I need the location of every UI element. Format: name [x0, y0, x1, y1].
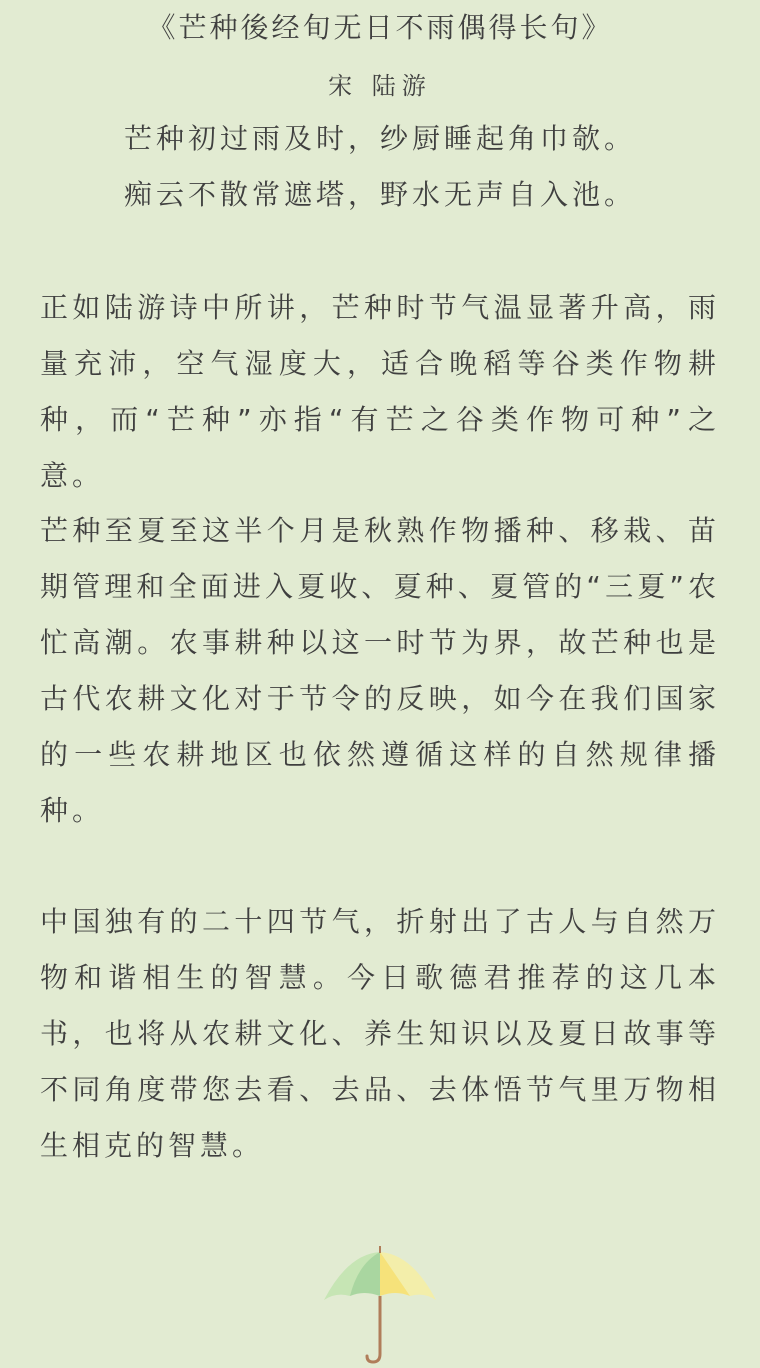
- poem-author: 宋 陆游: [328, 72, 432, 100]
- umbrella-icon: [320, 1244, 440, 1364]
- paragraph: 正如陆游诗中所讲，芒种时节气温显著升高，雨量充沛，空气湿度大，适合晚稻等谷类作物耕种，而“芒种”亦指“有芒之谷类作物可种”之意。: [40, 291, 720, 492]
- poem-title: 《芒种後经旬无日不雨偶得长句》: [147, 11, 613, 44]
- poem-line: 芒种初过雨及时，纱厨睡起角巾欹。: [123, 122, 636, 155]
- poem-line: 痴云不散常遮塔，野水无声自入池。: [123, 178, 636, 211]
- paragraph: 中国独有的二十四节气，折射出了古人与自然万物和谐相生的智慧。今日歌德君推荐的这几本书，也将从农耕文化、养生知识以及夏日故事等不同角度带您去看、去品、去体悟节气里万物相生相克的智慧。: [40, 905, 720, 1162]
- paragraph: 芒种至夏至这半个月是秋熟作物播种、移栽、苗期管理和全面进入夏收、夏种、夏管的“三夏”农忙高潮。农事耕种以这一时节为界，故芒种也是古代农耕文化对于节令的反映，如今在我们国家的一些农耕地区也依然遵循这样的自然规律播种。: [40, 514, 720, 827]
